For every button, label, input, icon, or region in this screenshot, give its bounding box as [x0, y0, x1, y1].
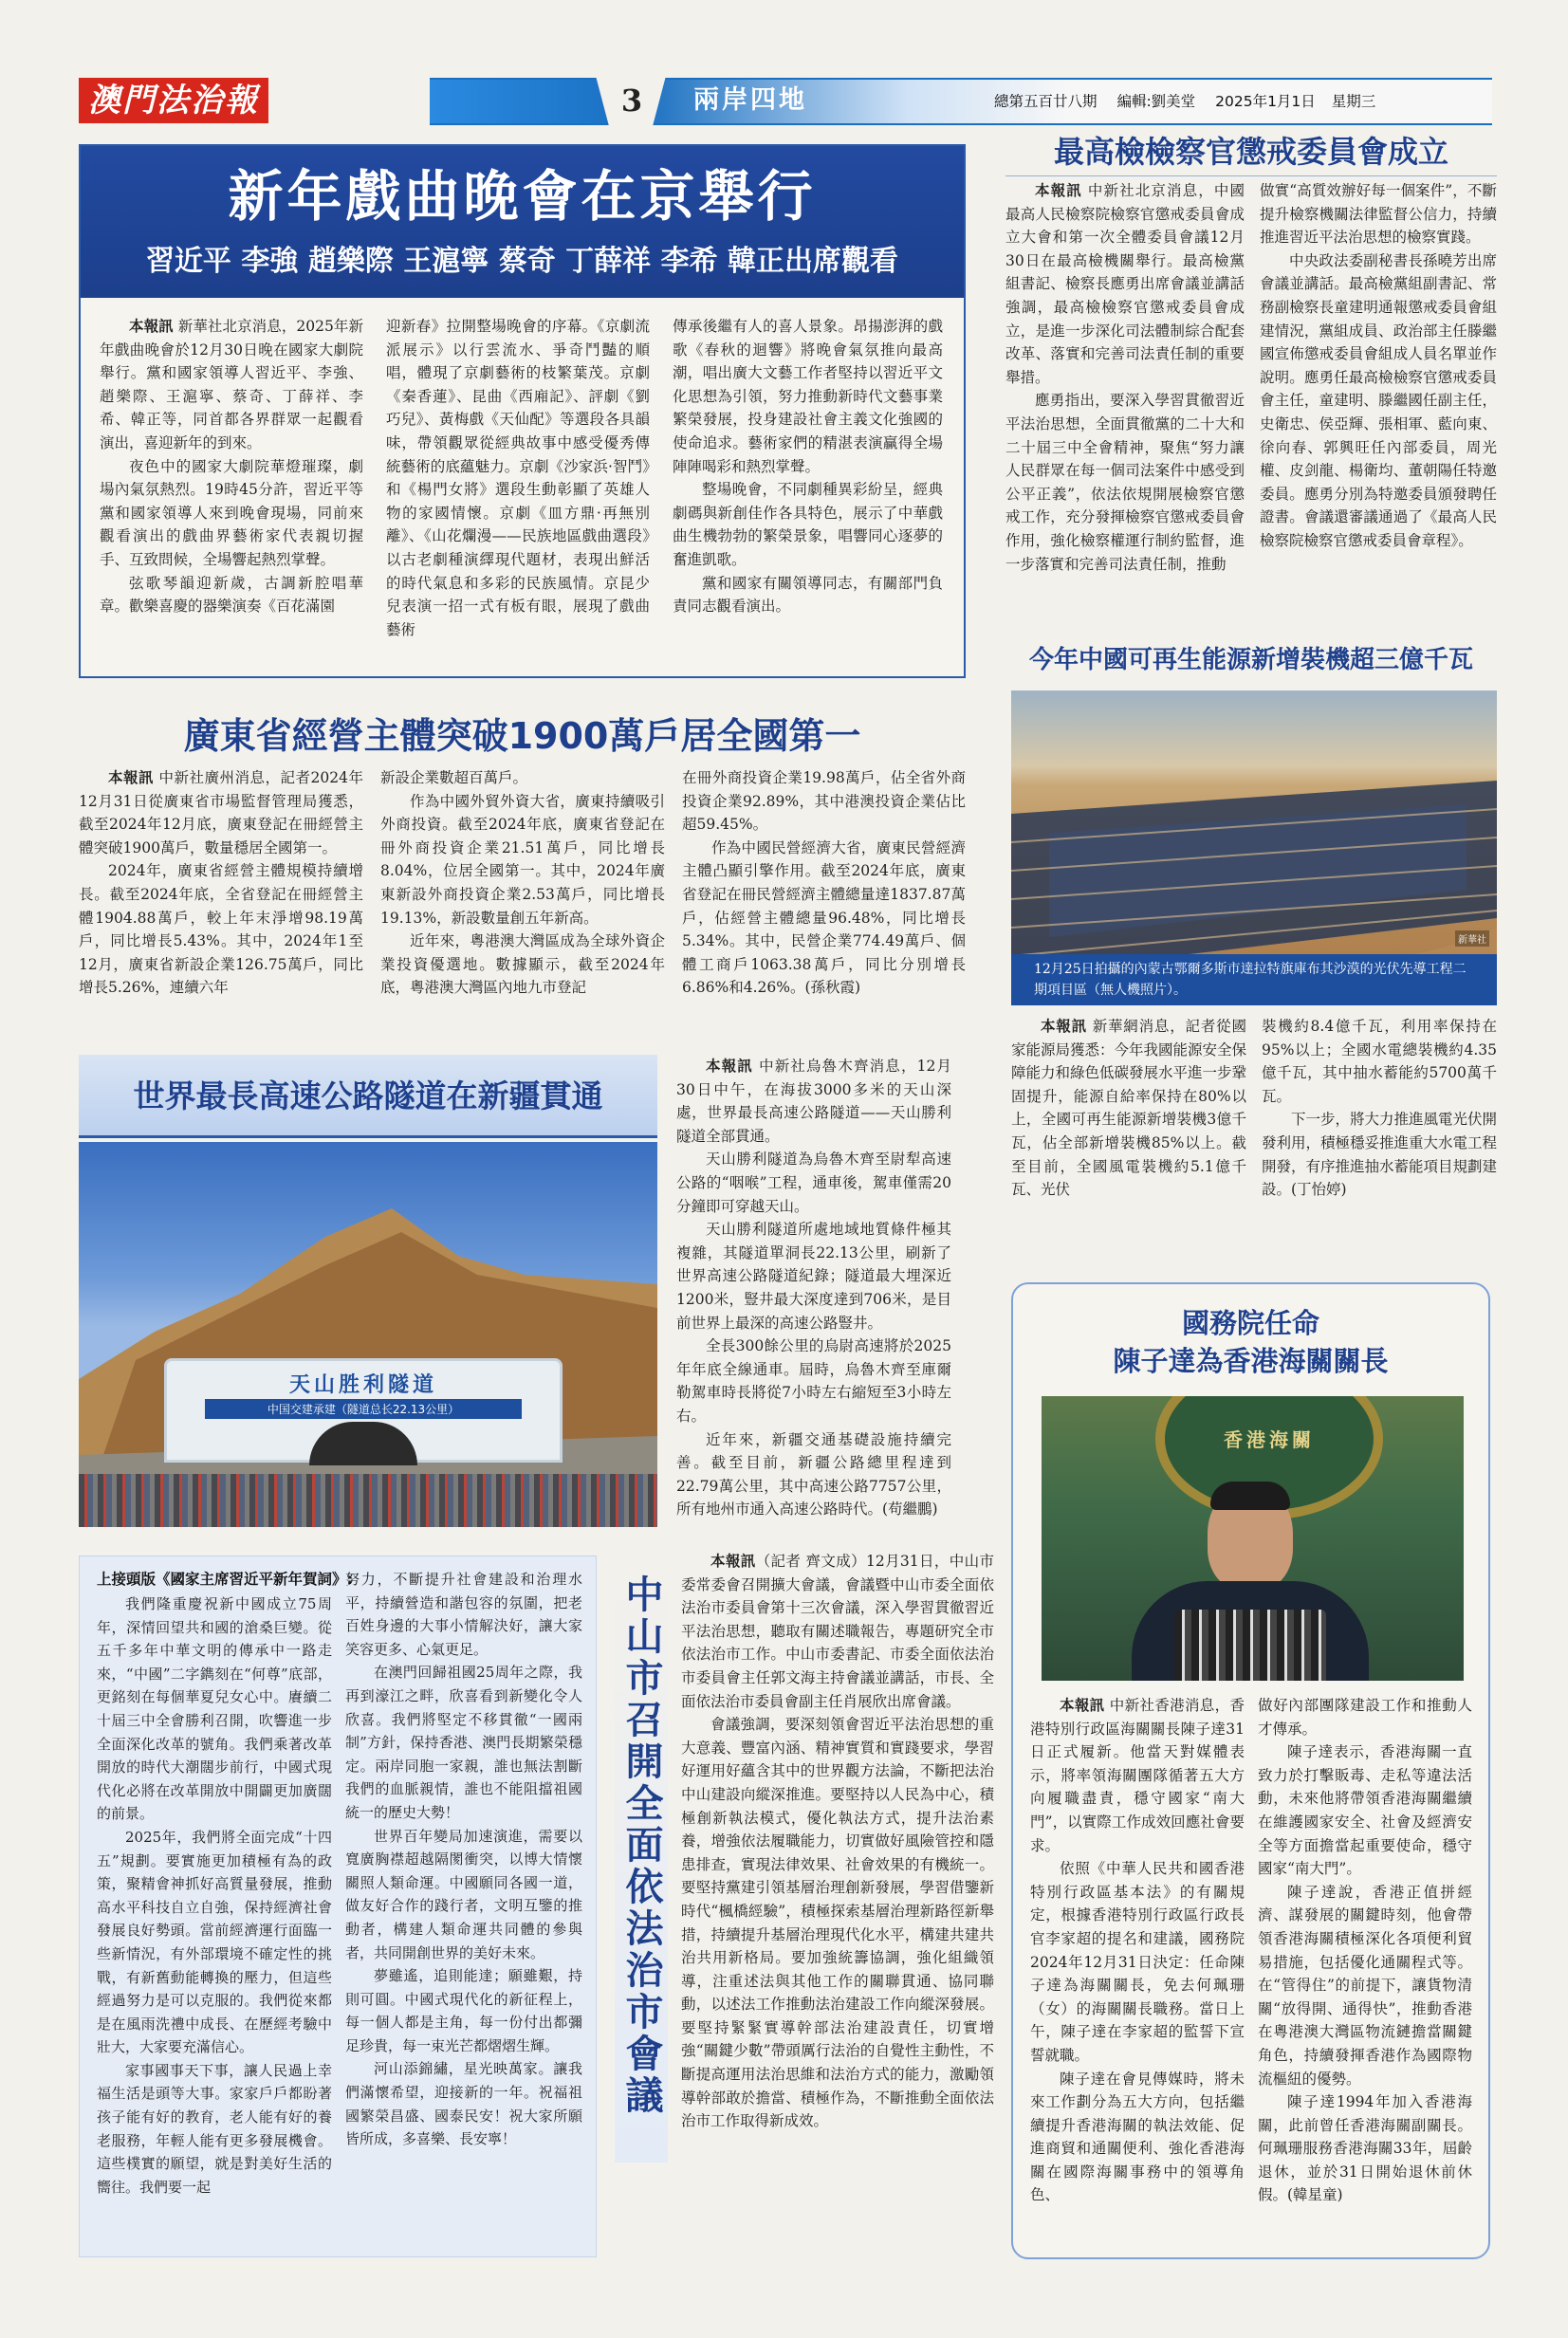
source-tag: 本報訊 [1060, 1697, 1105, 1714]
tunnel-entrance [309, 1422, 417, 1465]
paragraph: 夢雖遙，追則能達；願雖艱，持則可圓。中國式現代化的新征程上，每一個人都是主角，每一份付出都彌足珍貴，每一束光芒都熠熠生輝。 [345, 1967, 582, 2054]
paragraph: 下一步，將大力推進風電光伏開發利用，積極穩妥推進重大水電工程開發，有序推進抽水蓄能項目規劃建設。(丁怡婷) [1262, 1111, 1498, 1199]
paragraph: 河山添錦繡，星光映萬家。讓我們滿懷希望，迎接新的一年。祝福祖國繁榮昌盛、國泰民安！祝大家所願皆所成，多喜樂、長安寧！ [345, 2060, 582, 2148]
article-hk-customs [1011, 1282, 1490, 2259]
paragraph: 新設企業數超百萬戶。 [380, 769, 528, 786]
paragraph: 陳子達表示，香港海關一直致力於打擊販毒、走私等違法活動，未來他將帶領香港海關繼續在維護國家安全、社會及經濟安全等方面擔當起重要使命，穩守國家“南大門”。 [1258, 1743, 1472, 1878]
tunnel-name-sign: 天山胜利隧道 [288, 1373, 437, 1397]
paragraph: 作為中國外貿外資大省，廣東持續吸引外商投資。截至2024年底，廣東省登記在冊外商投資企業21.51萬戶，同比增長8.04%，位居全國第一。其中，2024年廣東新設外商投資企業2.53萬戶，同比增長19.13%，新設數量創五年新高。 [380, 792, 665, 927]
paragraph: 本報訊 中新社香港消息，香港特別行政區海關關長陳子達31日正式履新。他當天對媒體表示，將率領海關團隊循著五大方向履職盡責，穩守國家“南大門”，以實際工作成效回應社會要求。 [1030, 1697, 1245, 1854]
mountain-graphic [79, 1142, 657, 1527]
paragraph: 努力，不斷提升社會建設和治理水平，持續營造和諧包容的氛圍，把老百姓身邊的大事小情解決好，讓大家笑容更多、心氣更足。 [345, 1571, 582, 1658]
title-underline [1005, 175, 1497, 176]
paragraph: 家事國事天下事，讓人民過上幸福生活是頭等大事。家家戶戶都盼著孩子能有好的教育，老人能有好的養老服務，年輕人能有更多發展機會。這些樸實的願望，就是對美好生活的嚮往。我們要一起 [97, 2061, 332, 2196]
article-renewable-energy [1005, 637, 1497, 1263]
paragraph: 傳承後繼有人的喜人景象。昂揚澎湃的戲歌《春秋的迴響》將晚會氣氛推向最高潮，唱出廣大文藝工作者堅持以習近平文化思想為引領，努力推動新時代文藝事業繁榮發展，投身建設社會主義文化強國的使命追求。藝術家們的精湛表演贏得全場陣陣喝彩和熱烈掌聲。 [673, 318, 943, 475]
microphones [1174, 1610, 1326, 1681]
body-col-1 [1011, 1015, 1246, 1202]
paragraph: 陳子達1994年加入香港海關，此前曾任香港海關副關長。何珮珊服務香港海關33年，屆齡退休，並於31日開始退休前休假。(韓星童) [1258, 2093, 1472, 2204]
paragraph: 世界百年變局加速演進，需要以寬廣胸襟超越隔閡衝突，以博大情懷關照人類命運。中國願同各國一道，做友好合作的踐行者，文明互鑒的推動者，構建人類命運共同體的參與者，共同開創世界的美好未來。 [345, 1827, 582, 1961]
issue-number: 總第五百廿八期 [994, 93, 1098, 110]
article-zhongshan-law [615, 1546, 999, 2267]
headline-line-2: 陳子達為香港海關關長 [1113, 1345, 1389, 1377]
weekday: 星期三 [1331, 93, 1376, 110]
paragraph: 會議強調，要深刻領會習近平法治思想的重大意義、豐富內涵、精神實質和實踐要求，學習好運用好蘊含其中的世界觀方法論，不斷把法治中山建設向縱深推進。要堅持以人民為中心，積極創新執法模式，優化執法方式，提升法治素養，增強依法履職能力，切實做好風險管控和隱患排查，實現法律效果、社會效果的有機統一。要堅持黨建引領基層治理創新發展，學習借鑒新時代“楓橋經驗”，積極探索基層治理新路徑新舉措，持續提升基層治理現代化水平，構建共建共治共用新格局。要加強統籌協調，強化組織領導，注重述法與其他工作的關聯貫通、協同聯動，以述法工作推動法治建設工作向縱深發展。要堅持緊緊實導幹部法治建設責任，切實增強“關鍵少數”帶頭厲行法治的自覺性主動性，不斷提高運用法治思維和法治方式的能力，激勵領導幹部敢於擔當、積極作為，不斷推動全面依法治市工作取得新成效。 [681, 1716, 994, 2130]
body-col-1 [79, 766, 363, 1000]
body-col-1 [97, 1592, 332, 2199]
paragraph: 做好內部團隊建設工作和推動人才傳承。 [1258, 1697, 1472, 1738]
headline: 世界最長高速公路隧道在新疆貫通 [133, 1077, 603, 1114]
person-hair [1210, 1482, 1290, 1510]
tunnel-photo [79, 1142, 657, 1527]
customs-chief-photo [1042, 1396, 1464, 1681]
paragraph: 本報訊 中新社北京消息，中國最高人民檢察院檢察官懲戒委員會成立大會和第一次全體委員會議12月30日在最高檢機關舉行。最高檢黨組書記、檢察長應勇出席會議並講話強調，最高檢檢察官懲戒委員會成立，是進一步深化司法體制綜合配套改革、落實和完善司法責任制的重要舉措。 [1005, 182, 1245, 386]
paragraph: 在冊外商投資企業19.98萬戶，佔全省外商投資企業92.89%，其中港澳投資企業佔比超59.45%。 [682, 769, 966, 834]
tunnel-sub-sign: 中国交建承建（隧道总长22.13公里） [205, 1399, 522, 1419]
vertical-headline: 中山市召開全面依法治市會議 [619, 1574, 663, 2117]
paragraph: 近年來，新疆交通基礎設施持續完善。截至目前，新疆公路總里程達到22.79萬公里，其中高速公路7757公里，所有地州市通入高速公路時代。(苟繼鵬) [676, 1430, 951, 1519]
paragraph: 應勇指出，要深入學習貫徹習近平法治思想，全面貫徹黨的二十大和二十屆三中全會精神，聚焦“努力讓人民群眾在每一個司法案件中感受到公平正義”，依法依規開展檢察官懲戒工作，充分發揮檢察官懲戒委員會作用，強化檢察權運行制約監督，進一步落實和完善司法責任制，推動 [1005, 392, 1245, 573]
paragraph: 依照《中華人民共和國香港特別行政區基本法》的有關規定，根據香港特別行政區行政長官李家超的提名和建議，國務院2024年12月31日決定：任命陳子達為海關關長，免去何珮珊（女）的海關關長職務。當日上午，陳子達在李家超的監誓下宣誓就職。 [1030, 1860, 1245, 2064]
headline: 今年中國可再生能源新增裝機超三億千瓦 [1028, 646, 1473, 674]
paragraph: 天山勝利隧道所處地域地質條件極其複雜，其隧道單洞長22.13公里，刷新了世界高速公路隧道紀錄；隧道最大埋深近1200米，豎井最大深度達到706米，是目前世界上最深的高速公路豎井。 [676, 1221, 951, 1332]
paragraph: 中央政法委副秘書長孫曉芳出席會議並講話。最高檢黨組副書記、常務副檢察長童建明通報懲戒委員會組建情況，黨組成員、政治部主任滕繼國宣佈懲戒委員會組成人員名單並作說明。應勇任最高檢檢察官懲戒委員會主任，童建明、滕繼國任副主任，史衛忠、侯亞輝、張相軍、藍向東、徐向春、郭興旺任內部委員，周光權、皮剑龍、楊衛均、董朝陽任特邀委員。應勇分別為特邀委員頒發聘任證書。會議還審議通過了《最高人民檢察院檢察官懲戒委員會章程》。 [1260, 251, 1497, 549]
crowd [79, 1474, 657, 1527]
paragraph: 裝機約8.4億千瓦，利用率保持在95%以上；全國水電總裝機約4.35億千瓦，其中抽水蓄能約5700萬千瓦。 [1262, 1018, 1497, 1105]
paragraph: 整場晚會，不同劇種異彩紛呈，經典劇碼與新創佳作各具特色，展示了中華戲曲生機勃勃的繁榮景象，唱響同心逐夢的奮進凱歌。 [673, 481, 943, 568]
paragraph: 2024年，廣東省經營主體規模持續增長。截至2024年底，全省登記在冊經營主體1904.88萬戶，較上年末淨增98.19萬戶，同比增長5.43%。其中，2024年1至12月，廣東省新設企業126.75萬戶，同比增長5.26%，連續六年 [79, 862, 363, 997]
body-col-1 [1030, 1694, 1245, 2207]
source-tag: 本報訊 [706, 1058, 753, 1075]
article-procuratorate [1005, 130, 1497, 642]
paragraph: 全長300餘公里的烏尉高速將於2025年年底全線通車。屆時，烏魯木齊至庫爾勒駕車時長將從7小時左右縮短至3小時左右。 [676, 1337, 951, 1425]
section-title: 兩岸四地 [693, 85, 807, 115]
paragraph: 夜色中的國家大劇院華燈璀璨，劇場內氣氛熱烈。19時45分許，習近平等黨和國家領導人來到晚會現場，同前來觀看演出的戲曲界藝術家代表親切握手、互致問候，全場響起熱烈掌聲。 [100, 457, 363, 568]
source-tag: 本報訊 [108, 769, 155, 786]
newspaper-logo: 澳門法治報 [79, 78, 268, 123]
source-tag: 本報訊 [1041, 1018, 1087, 1035]
article-new-year-address [79, 1556, 597, 2257]
tunnel-portal [164, 1358, 563, 1463]
paragraph: 近年來，粵港澳大灣區成為全球外資企業投資優選地。數據顯示，截至2024年底，粵港澳大灣區內地九市登記 [380, 932, 665, 997]
continued-heading: 上接頭版《國家主席習近平新年賀詞》: [97, 1571, 353, 1588]
body-col-2 [386, 315, 650, 641]
paragraph: 本報訊 中新社烏魯木齊消息，12月30日中午，在海拔3000多米的天山深處，世界最長高速公路隧道——天山勝利隧道全部貫通。 [676, 1058, 951, 1145]
editor: 編輯:劉美堂 [1116, 93, 1196, 110]
paragraph: 本報訊（記者 齊文成）12月31日，中山市委常委會召開擴大會議，會議暨中山市委全面依法治市委員會第十三次會議，深入學習貫徹習近平法治思想，聽取有關述職報告，專題研究全市依法治市工作。中山市委書記、市委全面依法治市委員會主任郭文海主持會議並講話，市長、全面依法治市委員會副主任肖展欣出席會議。 [681, 1553, 994, 1710]
photo-caption: 12月25日拍攝的內蒙古鄂爾多斯市達拉特旗庫布其沙漠的光伏先導工程二期項目區（無人機照片）。 [1011, 954, 1497, 1005]
issue-date: 2025年1月1日 [1215, 93, 1316, 110]
paragraph: 黨和國家有關領導同志，有關部門負責同志觀看演出。 [673, 574, 943, 616]
issue-info [994, 87, 1375, 116]
paragraph: 陳子達在會見傳媒時，將未來工作劃分為五大方向，包括繼續提升香港海關的執法效能、促進商貿和通關便利、強化香港海關在國際海關事務中的領導角色、 [1030, 2070, 1245, 2204]
paragraph: 天山勝利隧道為烏魯木齊至尉犁高速公路的“咽喉”工程，通車後，駕車僅需20分鐘即可穿越天山。 [676, 1151, 951, 1215]
body-col-2 [1262, 1015, 1497, 1202]
headline: 新年戲曲晚會在京舉行 [228, 164, 817, 229]
source-tag: 本報訊 [1035, 182, 1082, 199]
body-text [676, 1055, 951, 1521]
headline-banner [81, 146, 964, 298]
headline: 最高檢檢察官懲戒委員會成立 [1053, 134, 1448, 170]
source-tag: 本報訊 [710, 1553, 756, 1570]
paragraph: 迎新春》拉開整場晚會的序幕。《京劇流派展示》以行雲流水、爭奇鬥豔的順唱，體現了京劇藝術的枝繁葉茂。京劇《秦香蓮》、昆曲《西廂記》、評劇《劉巧兒》、黃梅戲《天仙配》等選段各具韻味，帶領觀眾從經典故事中感受優秀傳統藝術的底蘊魅力。京劇《沙家浜·智鬥》和《楊門女將》選段生動彰顯了英雄人物的家國情懷。京劇《皿方鼎·再無別離》、《山花爛漫——民族地區戲曲選段》以古老劇種演繹現代題材，表現出鮮活的時代氣息和多彩的民族風情。京昆少兒表演一招一式有板有眼，展現了戲曲藝術 [386, 318, 650, 638]
paragraph: 2025年，我們將全面完成“十四五”規劃。要實施更加積極有為的政策，聚精會神抓好高質量發展，推動高水平科技自立自強，保持經濟社會發展良好勢頭。當前經濟運行面臨一些新情況，有外部環境不確定性的挑戰，有新舊動能轉換的壓力，但這些經過努力是可以克服的。我們從來都是在風雨洗禮中成長、在歷經考驗中壯大，大家要充滿信心。 [97, 1828, 332, 2056]
body-col-3 [673, 315, 943, 618]
paragraph: 本報訊 新華網消息，記者從國家能源局獲悉：今年我國能源安全保障能力和綠色低碳發展水平進一步鞏固提升，能源自給率保持在80%以上，全國可再生能源新增裝機3億千瓦，佔全部新增裝機85%以上。截至目前，全國風電裝機約5.1億千瓦、光伏 [1011, 1018, 1247, 1199]
body-col-3 [682, 766, 966, 1000]
body-col-2 [345, 1568, 582, 2151]
body-col-1 [100, 315, 363, 618]
paragraph: 做實“高質效辦好每一個案件”，不斷提升檢察機關法律監督公信力，持續推進習近平法治思想的檢察實踐。 [1260, 182, 1497, 247]
paragraph: 弦歌琴韻迎新歲，古調新腔唱華章。歡樂喜慶的器樂演奏《百花滿園 [100, 574, 363, 616]
paragraph: 作為中國民營經濟大省，廣東民營經濟主體凸顯引擎作用。截至2024年底，廣東省登記在冊民營經濟主體總量達1837.87萬戶，佔經營主體總量96.48%，同比增長5.34%。其中，民營企業774.49萬戶、個體工商戶1063.38萬戶，同比分別增長6.86%和4.26%。(孫秋霞) [682, 838, 966, 997]
body-text [681, 1550, 994, 2133]
page-number: 3 [620, 83, 643, 119]
solar-farm-photo [1011, 690, 1497, 1005]
headline-banner [79, 1055, 657, 1138]
photo-watermark: 新華社 [1455, 930, 1489, 947]
emblem-text: 香港海關 [1224, 1428, 1315, 1451]
subheadline: 習近平 李強 趙樂際 王滬寧 蔡奇 丁薛祥 李希 韓正出席觀看 [145, 245, 899, 278]
body-col-2 [1260, 179, 1497, 553]
article-tianshan-tunnel [79, 1055, 1027, 1529]
headline: 廣東省經營主體突破1900萬戶居全國第一 [183, 715, 861, 757]
paragraph: 本報訊 中新社廣州消息，記者2024年12月31日從廣東省市場監督管理局獲悉，截至2024年12月底，廣東登記在冊經營主體突破1900萬戶，數量穩居全國第一。 [79, 769, 363, 856]
paragraph: 陳子達說，香港正值拼經濟、謀發展的關鍵時刻，他會帶領香港海關積極深化各項便利貿易措施，包括優化通關程式等。在“管得住”的前提下，讓貨物清關“放得開、通得快”，推動香港在粵港澳大灣區物流鏈擔當關鍵角色，持續發揮香港作為國際物流樞紐的優勢。 [1258, 1883, 1472, 2088]
headline-line-1: 國務院任命 [1181, 1307, 1319, 1339]
paragraph: 在澳門回歸祖國25周年之際，我再到濠江之畔，欣喜看到新變化令人欣喜。我們將堅定不移貫徹“一國兩制”方針，保持香港、澳門長期繁榮穩定。兩岸同胞一家親，誰也無法割斷我們的血脈親情，誰也不能阻擋祖國統一的歷史大勢！ [345, 1664, 582, 1821]
article-opera-gala [79, 144, 966, 678]
body-col-2 [1258, 1694, 1472, 2207]
source-tag: 本報訊 [129, 318, 174, 335]
body-col-2 [380, 766, 665, 1000]
paragraph: 我們隆重慶祝新中國成立75周年，深情回望共和國的滄桑巨變。從五千多年中華文明的傳承中一路走來，“中國”二字鐫刻在“何尊”底部，更銘刻在每個華夏兒女心中。賡續二十屆三中全會勝利召開，吹響進一步全面深化改革的號角。我們乘著改革開放的時代大潮闊步前行，中國式現代化必將在改革開放中開闢更加廣闊的前景。 [97, 1595, 332, 1823]
paragraph: 本報訊 新華社北京消息，2025年新年戲曲晚會於12月30日晚在國家大劇院舉行。黨和國家領導人習近平、李強、趙樂際、王滬寧、蔡奇、丁薛祥、李希、韓正等，同首都各界群眾一起觀看演出，喜迎新年的到來。 [100, 318, 363, 451]
body-col-1 [1005, 179, 1245, 576]
article-guangdong-business [79, 704, 966, 1026]
masthead [79, 78, 1492, 125]
